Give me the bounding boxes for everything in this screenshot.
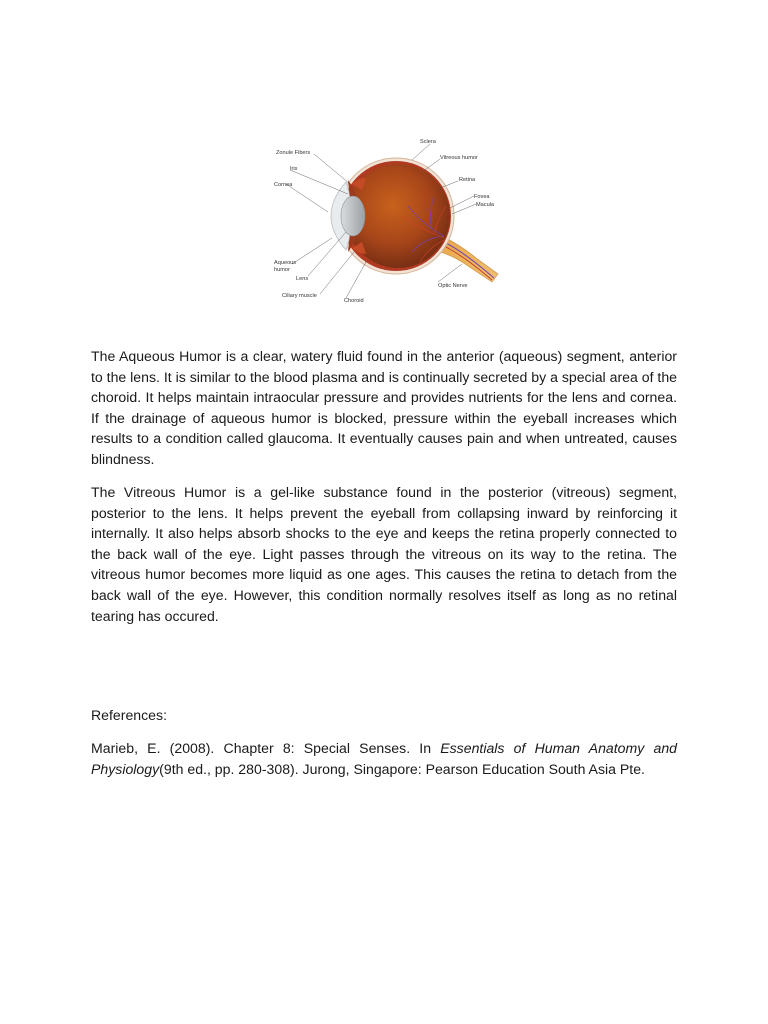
label-cornea: Cornea (274, 182, 293, 188)
label-choroid: Choroid (344, 298, 364, 304)
label-ciliary-muscle: Ciliary muscle (282, 293, 317, 299)
label-optic-nerve: Optic Nerve (438, 283, 468, 289)
label-macula: Macula (476, 202, 495, 208)
label-humor: humor (274, 267, 290, 273)
label-iris: Iris (290, 166, 298, 172)
label-sclera: Sclera (420, 139, 436, 145)
optic-nerve-shape (440, 236, 498, 282)
reference-text-end: (9th ed., pp. 280-308). Jurong, Singapore: Pearson Education South Asia Pte. (159, 760, 645, 777)
label-vitreous-humor: Vitreous humor (440, 155, 478, 161)
reference-entry (91, 738, 677, 779)
lens-shape (341, 196, 365, 236)
reference-text-start: Marieb, E. (2008). Chapter 8: Special Senses. In (91, 740, 441, 756)
reference-book-title: Essentials of Human Anatomy and Physiology (91, 740, 677, 777)
paragraph-aqueous-humor: The Aqueous Humor is a clear, watery fluid found in the anterior (aqueous) segment, anterior to the lens. It is similar to the blood plasma and is continually secreted by a special area of the choroid. It helps maintain intraocular pressure and provides nutrients for the lens and cornea. If the drainage of aqueous humor is blocked, pressure within the eyeball increases which results to a condition called glaucoma. It eventually causes pain and when untreated, causes blindness. (91, 348, 677, 467)
eye-anatomy-figure (262, 128, 506, 326)
eye-diagram (262, 128, 506, 326)
paragraph-vitreous-humor: The Vitreous Humor is a gel-like substance found in the posterior (vitreous) segment, posterior to the lens. It helps prevent the eyeball from collapsing inward by reinforcing it internally. It also helps absorb shocks to the eye and keeps the retina properly connected to the back wall of the eye. Light passes through the vitreous on its way to the retina. The vitreous humor becomes more liquid as one ages. This causes the retina to detach from the back wall of the eye. However, this condition normally resolves itself as long as no retinal tearing has occured. (91, 484, 677, 624)
label-retina: Retina (459, 177, 476, 183)
label-aqueous: Aqueous (274, 260, 297, 266)
label-fovea: Fovea (474, 194, 490, 200)
label-zonule-fibers: Zonule Fibers (276, 150, 311, 156)
label-lens: Lens (296, 276, 309, 282)
references-heading: References: (91, 707, 167, 723)
